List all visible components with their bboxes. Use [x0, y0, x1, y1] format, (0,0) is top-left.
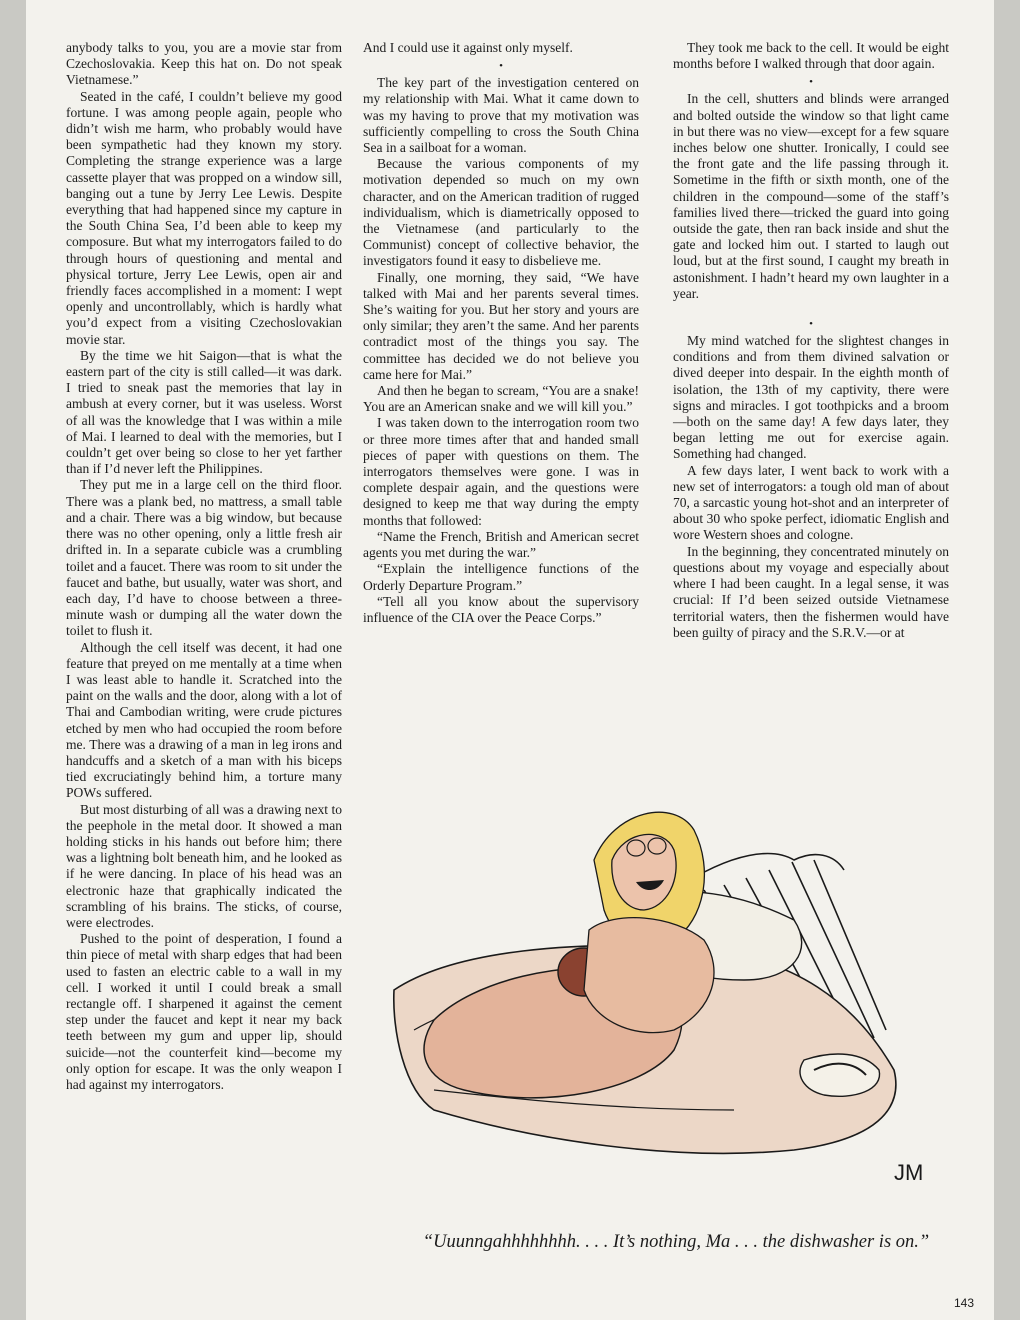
woman-body [584, 918, 714, 1033]
paragraph: Pushed to the point of desperation, I found a thin piece of metal with sharp edges that had been used to fasten an electric cable to a wall in my cell. I worked it until I could break a small rectangle off. I sharpened it against the cement step under the faucet and kept it near my back teeth between my gum and upper lip, should suicide—not the counterfeit kind—become my only option for escape. It was the only weapon I had against my interrogators. [66, 931, 342, 1092]
text-column-1 [66, 40, 342, 1093]
paragraph: A few days later, I went back to work with a new set of interrogators: a tough old man of about 70, a sarcastic young hot-shot and an interpreter of about 30 who spoke perfect, idiomatic English and wore Western shoes and cologne. [673, 462, 949, 543]
paragraph: Although the cell itself was decent, it had one feature that preyed on me mentally at a time when I was least able to handle it. Scratched into the paint on the walls and the door, along with a lot of Thai and Cambodian writing, were crude pictures etched by men who had occupied the room before me. There was a drawing of a man in leg irons and handcuffs and a sketch of a man with his biceps tied excruciatingly behind him, a torture many POWs suffered. [66, 639, 342, 801]
text-column-3 [673, 40, 949, 641]
page-number: 143 [954, 1296, 975, 1310]
paragraph: “Name the French, British and American secret agents you met during the war.” [363, 528, 639, 561]
paragraph: By the time we hit Saigon—that is what the eastern part of the city is still called—it was dark. I tried to sneak past the memories that lay in ambush at every corner, but it was useless. Worst of all was the knowledge that I was within a mile of Mai. I learned to deal with the memories, but I couldn’t get over being so close to her yet farther than if I’d never left the Philippines. [66, 347, 342, 477]
section-break-bullet: • [809, 318, 813, 331]
section-break-bullet: • [499, 60, 503, 73]
paragraph: They put me in a large cell on the third floor. There was a plank bed, no mattress, a small table and a chair. There was a big window, but because there was no other opening, only a little fresh air drifted in. In a separate cubicle was a crumbling toilet and a faucet. There was room to sit under the faucet and bathe, but usually, water was short, and each day, I’d have to choose between a three-minute wash or dumping all the water down the toilet to flush it. [66, 477, 342, 639]
paragraph: And I could use it against only myself. [363, 40, 573, 55]
cartoon-illustration [374, 790, 974, 1230]
paragraph: But most disturbing of all was a drawing next to the peephole in the metal door. It showed a man holding sticks in his hands out before him; there was a lightning bolt beneath him, and he looked as if he were dancing. In place of his head was an electronic haze that graphically indicated the scrambling of his brains. The sticks, of course, were electrodes. [66, 801, 342, 930]
telephone [800, 1054, 879, 1096]
cartoon-caption: “Uuunngahhhhhhhh. . . . It’s nothing, Ma . . . the dishwasher is on.” [422, 1232, 930, 1252]
paragraph: anybody talks to you, you are a movie star from Czechoslovakia. Keep this hat on. Do not speak Vietnamese.” [66, 40, 342, 88]
paragraph: Finally, one morning, they said, “We have talked with Mai and her parents several times. She’s waiting for you. But her story and yours are only similar; they aren’t the same. And her parents contradict most of the things you say. The committee has decided we do not believe you came here for Mai.” [363, 269, 639, 382]
paragraph: Because the various components of my motivation depended so much on my own character, and on the American tradition of rugged individualism, which is diametrically opposed to the Vietnamese (and particularly to the Communist) concept of collective behavior, the investigators found it easy to disbelieve me. [363, 156, 639, 269]
paragraph: They took me back to the cell. It would be eight months before I walked through that door again. [673, 40, 949, 72]
paragraph: My mind watched for the slightest changes in conditions and from them divined salvation or dived deeper into despair. In the eighth month of isolation, the 13th of my captivity, there were signs and miracles. I got toothpicks and a broom—both on the same day! A few days later, they began letting me out for exercise again. Something had changed. [673, 333, 949, 462]
paragraph: Seated in the café, I couldn’t believe my good fortune. I was among people again, people who didn’t wish me harm, who probably would have been sympathetic had they known my story. Completing the strange experience was a large cassette player that was propped on a window sill, banging out a tune by Jerry Lee Lewis. Despite everything that had happened since my capture in the South China Sea, I’d been able to keep my composure. But what my interrogators failed to do through hours of questioning and mental and physical torture, Jerry Lee Lewis, open air and friendly faces accomplished in a moment: I wept openly and uncontrollably, which is hardly what you’d expect from a visiting Czechoslovakian movie star. [66, 88, 342, 347]
paragraph: I was taken down to the interrogation room two or three more times after that and handed small pieces of paper with questions on them. The interrogators themselves were gone. I was in complete despair again, and the questions were designed to keep me that way during the empty months that followed: [363, 415, 639, 528]
paragraph: And then he began to scream, “You are a snake! You are an American snake and we will kill you.” [363, 383, 639, 415]
artist-signature: JM [894, 1160, 924, 1185]
paragraph: The key part of the investigation centered on my relationship with Mai. What it came down to was my having to prove that my motivation was sufficiently compelling to cross the South China Sea in a sailboat for a woman. [363, 75, 639, 156]
paragraph: In the beginning, they concentrated minutely on questions about my voyage and especially about where I had been caught. In a legal sense, it was crucial: If I’d been seized outside Vietnamese territorial waters, then the fishermen would have been guilty of piracy and the S.R.V.—or at [673, 543, 949, 640]
magazine-page [26, 0, 994, 1320]
text-column-2 [363, 40, 639, 626]
paragraph: “Explain the intelligence functions of the Orderly Departure Program.” [363, 561, 639, 593]
paragraph: In the cell, shutters and blinds were arranged and bolted outside the window so that light came in but there was no view—except for a few square inches below one shutter. Ironically, I could see the front gate and the life passing through it. Sometime in the fifth or sixth month, one of the children in the compound—some of the staff’s families lived there—tricked the guard into going outside the gate, then ran back inside and shut the gate and locked him out. I started to laugh out loud, but at the first sound, I caught my breath in astonishment. I hadn’t heard my own laughter in a year. [673, 91, 949, 301]
paragraph: “Tell all you know about the supervisory influence of the CIA over the Peace Corps.” [363, 593, 639, 625]
section-break-bullet: • [809, 76, 813, 89]
